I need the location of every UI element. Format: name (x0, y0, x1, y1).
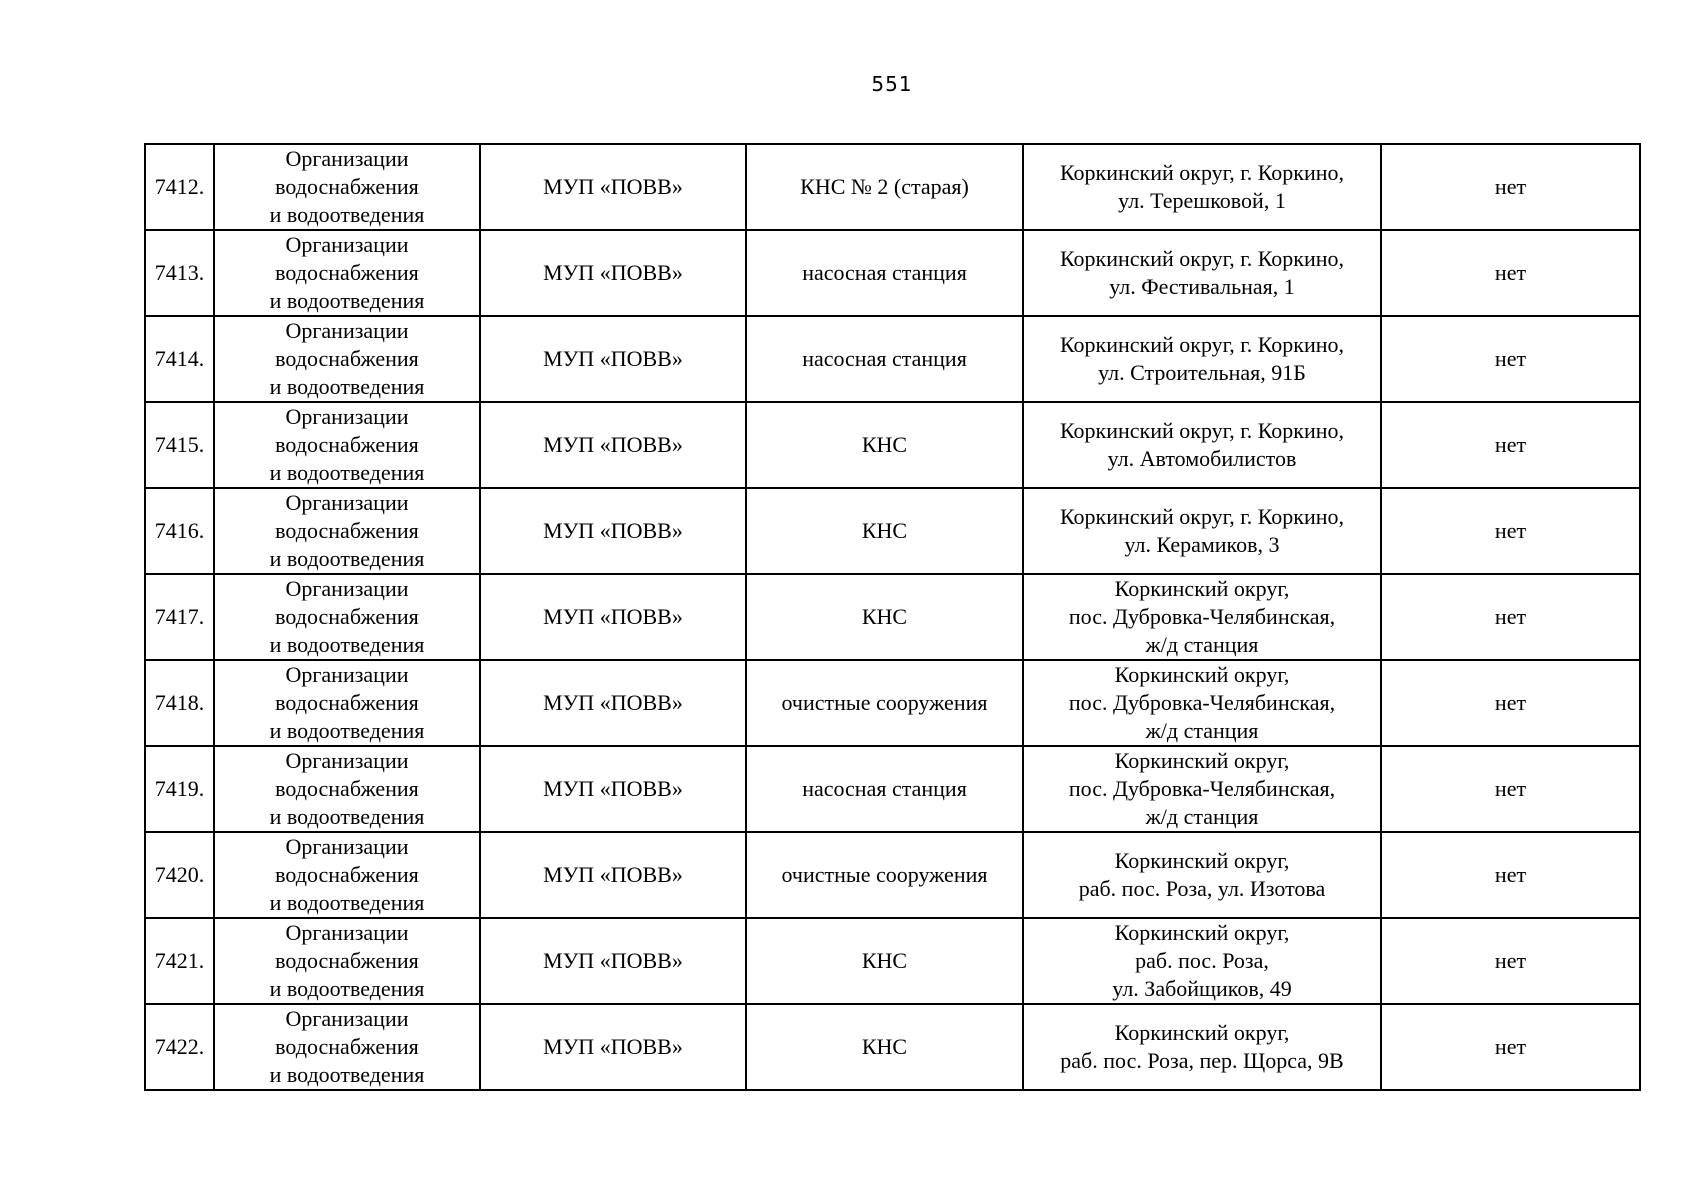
address-cell: Коркинский округ, г. Коркино, ул. Строительная, 91Б (1023, 316, 1381, 402)
address-cell: Коркинский округ, г. Коркино, ул. Фестивальная, 1 (1023, 230, 1381, 316)
category-cell: Организации водоснабжения и водоотведения (214, 316, 480, 402)
status-cell: нет (1381, 832, 1640, 918)
row-number: 7419. (145, 746, 214, 832)
status-cell: нет (1381, 918, 1640, 1004)
status-cell: нет (1381, 316, 1640, 402)
category-cell: Организации водоснабжения и водоотведения (214, 660, 480, 746)
row-number: 7416. (145, 488, 214, 574)
organization-cell: МУП «ПОВВ» (480, 230, 746, 316)
address-cell: Коркинский округ, г. Коркино, ул. Керамиков, 3 (1023, 488, 1381, 574)
registry-table (144, 143, 1641, 1091)
category-cell: Организации водоснабжения и водоотведения (214, 488, 480, 574)
address-cell: Коркинский округ, г. Коркино, ул. Терешковой, 1 (1023, 144, 1381, 230)
object-cell: очистные сооружения (746, 660, 1023, 746)
status-cell: нет (1381, 488, 1640, 574)
address-cell: Коркинский округ, пос. Дубровка-Челябинская, ж/д станция (1023, 574, 1381, 660)
page-number: 551 (871, 72, 913, 96)
status-cell: нет (1381, 574, 1640, 660)
organization-cell: МУП «ПОВВ» (480, 1004, 746, 1090)
category-cell: Организации водоснабжения и водоотведения (214, 746, 480, 832)
row-number: 7418. (145, 660, 214, 746)
address-cell: Коркинский округ, пос. Дубровка-Челябинская, ж/д станция (1023, 746, 1381, 832)
object-cell: КНС (746, 574, 1023, 660)
category-cell: Организации водоснабжения и водоотведения (214, 1004, 480, 1090)
table-row (145, 488, 1640, 574)
table-row (145, 1004, 1640, 1090)
category-cell: Организации водоснабжения и водоотведения (214, 230, 480, 316)
address-cell: Коркинский округ, раб. пос. Роза, ул. Изотова (1023, 832, 1381, 918)
object-cell: КНС (746, 1004, 1023, 1090)
table-row (145, 316, 1640, 402)
category-cell: Организации водоснабжения и водоотведения (214, 144, 480, 230)
organization-cell: МУП «ПОВВ» (480, 402, 746, 488)
organization-cell: МУП «ПОВВ» (480, 832, 746, 918)
status-cell: нет (1381, 1004, 1640, 1090)
object-cell: очистные сооружения (746, 832, 1023, 918)
table-row (145, 660, 1640, 746)
status-cell: нет (1381, 746, 1640, 832)
address-cell: Коркинский округ, г. Коркино, ул. Автомобилистов (1023, 402, 1381, 488)
row-number: 7421. (145, 918, 214, 1004)
row-number: 7414. (145, 316, 214, 402)
table-row (145, 574, 1640, 660)
row-number: 7415. (145, 402, 214, 488)
object-cell: КНС № 2 (старая) (746, 144, 1023, 230)
table-row (145, 230, 1640, 316)
status-cell: нет (1381, 402, 1640, 488)
row-number: 7412. (145, 144, 214, 230)
category-cell: Организации водоснабжения и водоотведения (214, 402, 480, 488)
object-cell: КНС (746, 402, 1023, 488)
organization-cell: МУП «ПОВВ» (480, 918, 746, 1004)
object-cell: насосная станция (746, 746, 1023, 832)
organization-cell: МУП «ПОВВ» (480, 144, 746, 230)
organization-cell: МУП «ПОВВ» (480, 488, 746, 574)
row-number: 7420. (145, 832, 214, 918)
organization-cell: МУП «ПОВВ» (480, 660, 746, 746)
row-number: 7413. (145, 230, 214, 316)
table-row (145, 144, 1640, 230)
row-number: 7417. (145, 574, 214, 660)
category-cell: Организации водоснабжения и водоотведения (214, 918, 480, 1004)
row-number: 7422. (145, 1004, 214, 1090)
address-cell: Коркинский округ, раб. пос. Роза, пер. Щорса, 9В (1023, 1004, 1381, 1090)
table-row (145, 918, 1640, 1004)
organization-cell: МУП «ПОВВ» (480, 316, 746, 402)
object-cell: КНС (746, 918, 1023, 1004)
object-cell: насосная станция (746, 230, 1023, 316)
category-cell: Организации водоснабжения и водоотведения (214, 574, 480, 660)
table-row (145, 402, 1640, 488)
status-cell: нет (1381, 144, 1640, 230)
address-cell: Коркинский округ, пос. Дубровка-Челябинская, ж/д станция (1023, 660, 1381, 746)
table-row (145, 746, 1640, 832)
organization-cell: МУП «ПОВВ» (480, 746, 746, 832)
status-cell: нет (1381, 660, 1640, 746)
object-cell: КНС (746, 488, 1023, 574)
status-cell: нет (1381, 230, 1640, 316)
table-row (145, 832, 1640, 918)
organization-cell: МУП «ПОВВ» (480, 574, 746, 660)
object-cell: насосная станция (746, 316, 1023, 402)
category-cell: Организации водоснабжения и водоотведения (214, 832, 480, 918)
address-cell: Коркинский округ, раб. пос. Роза, ул. Забойщиков, 49 (1023, 918, 1381, 1004)
